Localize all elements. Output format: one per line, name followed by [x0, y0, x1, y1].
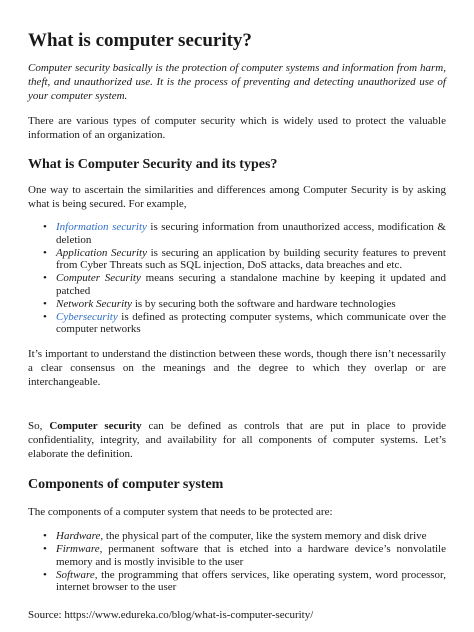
list-item: [56, 247, 446, 273]
types-heading: What is Computer Security and its types?: [28, 157, 278, 172]
components-paragraph: The components of a computer system that needs to be protected are:: [28, 506, 333, 519]
cybersecurity-link[interactable]: Cybersecurity: [56, 310, 118, 323]
distinction-paragraph: It’s important to understand the distinction between these words, though there isn’t necessarily a clear consensus on the meanings and the degree to which they overlap or are interchangeable.: [28, 348, 446, 389]
list-item-term: Firmware,: [56, 542, 103, 555]
definition-prefix: So,: [28, 420, 50, 433]
list-item-text: is securing information from unauthorized access, modification & deletion: [56, 221, 446, 246]
ascertain-paragraph: One way to ascertain the similarities and differences among Computer Security is by asking what is being secured. For example,: [28, 184, 446, 210]
list-item-term: Application Security: [56, 246, 147, 259]
list-item: [56, 298, 446, 311]
definition-text: can be defined as controls that are put in place to provide confidentiality, integrity, and availability for all components of computer systems. Let’s elaborate the definition.: [28, 420, 446, 461]
security-types-list: [28, 221, 446, 336]
list-item-text: means securing a standalone machine by keeping it updated and patched: [56, 272, 446, 297]
list-item: [56, 569, 446, 595]
list-item: [56, 221, 446, 247]
definition-term: Computer security: [49, 420, 142, 433]
list-item: [56, 543, 446, 569]
list-item: [56, 272, 446, 298]
information-security-link[interactable]: Information security: [56, 221, 147, 233]
list-item: [56, 311, 446, 337]
list-item-term: Software,: [56, 568, 98, 581]
list-item-term: Hardware,: [56, 530, 104, 543]
list-item-text: the physical part of the computer, like the system memory and disk drive: [103, 530, 427, 543]
list-item-text: permanent software that is etched into a hardware device’s nonvolatile memory and is mostly invisible to the user: [56, 542, 446, 568]
list-item-term: Network Security: [56, 297, 133, 310]
definition-paragraph: [28, 419, 446, 461]
types-paragraph: There are various types of computer security which is widely used to protect the valuable information of an organization.: [28, 115, 446, 141]
list-item-term: Computer Security: [56, 272, 141, 285]
components-list: [28, 530, 446, 594]
list-item-text: is defined as protecting computer systems, which communicate over the computer networks: [56, 310, 446, 336]
components-heading: Components of computer system: [28, 477, 224, 493]
list-item: [56, 530, 446, 543]
list-item-text: is securing an application by building security features to prevent from Cyber Threats such as SQL injection, DoS attacks, data breaches and etc.: [56, 246, 446, 272]
page-title: What is computer security?: [28, 30, 252, 51]
list-item-text: the programming that offers services, like operating system, word processor, internet browser to the user: [56, 568, 446, 594]
intro-paragraph: Computer security basically is the protection of computer systems and information from harm, theft, and unauthorized use. It is the process of preventing and detecting unauthorized use of your computer system.: [28, 62, 446, 102]
list-item-text: is by securing both the software and hardware technologies: [132, 297, 396, 310]
source-citation: Source: https://www.edureka.co/blog/what-is-computer-security/: [28, 609, 314, 622]
